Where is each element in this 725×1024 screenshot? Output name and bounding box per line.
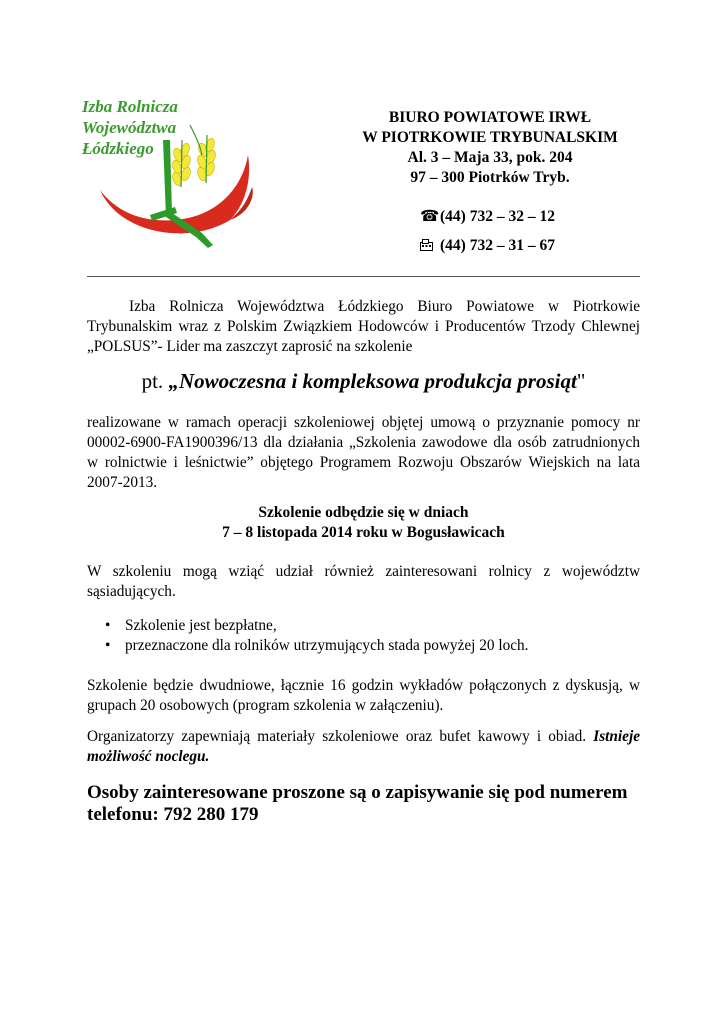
intro-paragraph: Izba Rolnicza Województwa Łódzkiego Biuro Powiatowe w Piotrkowie Trybunalskim wraz z Polskim Związkiem Hodowców i Producentów Trzody Chlewnej „POLSUS”- Lider ma zaszczyt zaprosić na szkolenie bbox=[87, 298, 640, 355]
title-name: „Nowoczesna i kompleksowa produkcja prosiąt bbox=[168, 369, 577, 393]
logo-line-2: Województwa bbox=[82, 118, 177, 137]
office-street: Al. 3 – Maja 33, pok. 204 bbox=[407, 149, 573, 166]
training-title bbox=[87, 369, 640, 394]
phone-line bbox=[420, 207, 555, 226]
logo-text bbox=[82, 96, 178, 159]
title-prefix: pt. bbox=[141, 369, 169, 393]
participants-paragraph: W szkoleniu mogą wziąć udział również zainteresowani rolnicy z województw sąsiadujących. bbox=[87, 563, 640, 600]
list-item: • Szkolenie jest bezpłatne, bbox=[105, 617, 277, 634]
bullet-icon: • bbox=[105, 617, 111, 634]
logo-line-1: Izba Rolnicza bbox=[82, 97, 178, 116]
conditions-list bbox=[103, 616, 529, 656]
fax-icon bbox=[420, 237, 436, 255]
bullet-icon: • bbox=[105, 637, 111, 654]
signup-contact: Osoby zainteresowane proszone są o zapisywanie się pod numerem telefonu: 792 280 179 bbox=[87, 782, 628, 825]
office-city: W PIOTRKOWIE TRYBUNALSKIM bbox=[362, 129, 618, 146]
organizers-text: Organizatorzy zapewniają materiały szkoleniowe oraz bufet kawowy i obiad. bbox=[87, 728, 594, 745]
office-postcode: 97 – 300 Piotrków Tryb. bbox=[410, 169, 570, 186]
fax-number: (44) 732 – 31 – 67 bbox=[440, 237, 555, 254]
office-address bbox=[330, 108, 650, 188]
fax-line bbox=[420, 237, 555, 255]
dates-line-1: Szkolenie odbędzie się w dniach bbox=[258, 504, 469, 521]
dates-line-2: 7 – 8 listopada 2014 roku w Bogusławicach bbox=[222, 524, 505, 541]
phone-number: (44) 732 – 32 – 12 bbox=[440, 208, 555, 225]
accommodation-note: Istnieje możliwość noclegu. bbox=[87, 728, 640, 765]
telephone-icon: ☎ bbox=[420, 208, 440, 225]
header-divider bbox=[87, 276, 640, 277]
title-suffix: " bbox=[576, 369, 586, 393]
list-item: • przeznaczone dla rolników utrzymujących stada powyżej 20 loch. bbox=[105, 637, 529, 654]
organizers-paragraph bbox=[87, 727, 640, 767]
format-paragraph: Szkolenie będzie dwudniowe, łącznie 16 godzin wykładów połączonych z dyskusją, w grupach 20 osobowych (program szkolenia w załączeniu). bbox=[87, 677, 640, 714]
training-dates bbox=[87, 503, 640, 543]
operation-paragraph: realizowane w ramach operacji szkoleniowej objętej umową o przyznanie pomocy nr 00002-6900-FA1900396/13 dla działania „Szkolenia zawodowe dla osób zatrudnionych w rolnictwie i leśnictwie” objętego Programem Rozwoju Obszarów Wiejskich na lata 2007-2013. bbox=[87, 414, 640, 491]
office-name: BIURO POWIATOWE IRWŁ bbox=[388, 109, 592, 126]
logo-line-3: Łódzkiego bbox=[82, 139, 154, 158]
